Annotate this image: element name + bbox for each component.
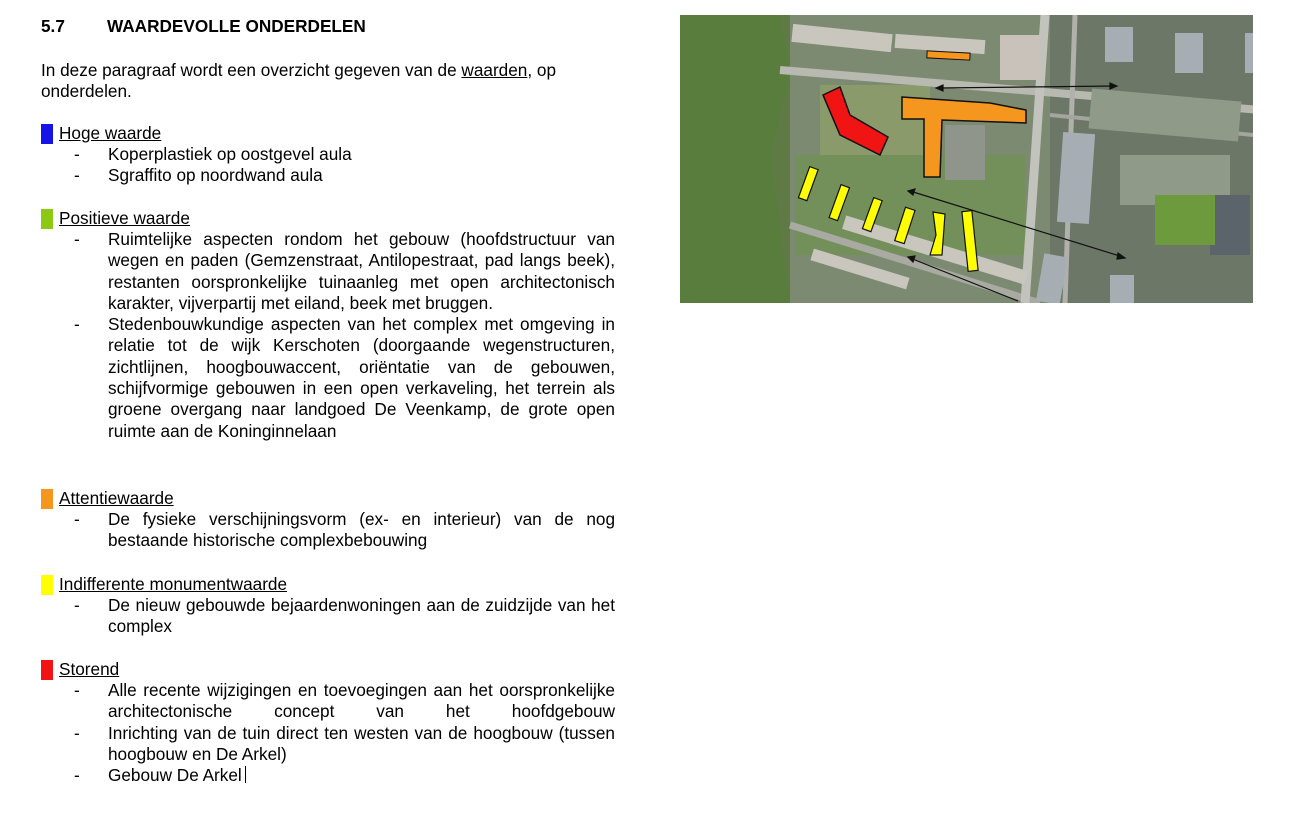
list-item: - Sgraffito op noordwand aula [74,165,323,186]
category-label: Positieve waarde [59,207,190,228]
list-item: - Ruimtelijke aspecten rondom het gebouw (hoofdstructuur van wegen en paden (Gemzenstraat, Antilopestraat, pad langs beek), restanten oorspronkelijke tuinaanleg met open architectonisch karakter, vijverpartij met eiland, beek met bruggen. [74,229,615,313]
category-positieve-waarde [41,208,615,442]
category-attentiewaarde [41,488,615,552]
category-label: Attentiewaarde [59,487,174,508]
section-number: 5.7 [41,16,65,36]
aerial-map [680,15,1253,303]
category-indifferente-monumentwaarde [41,574,615,638]
legend-swatch-red [41,660,53,680]
section-title: WAARDEVOLLE ONDERDELEN [107,16,366,36]
intro-link-waarden[interactable]: waarden [461,60,528,80]
category-hoge-waarde [41,123,615,187]
list-item: - De fysieke verschijningsvorm (ex- en interieur) van de nog bestaande historische complexbebouwing [74,509,615,551]
list-item: - Inrichting van de tuin direct ten westen van de hoogbouw (tussen hoogbouw en De Arkel) [74,722,615,764]
list-item: - Stedenbouwkundige aspecten van het complex met omgeving in relatie tot de wijk Kerschoten (doorgaande wegenstructuren, zichtlijnen, hoogbouwaccent, oriëntatie van de gebouwen, schijfvormige gebouwen in een open verkaveling, het terrein als groene overgang naar landgoed De Veenkamp, de grote open ruimte aan de Koninginnelaan [74,314,615,441]
legend-swatch-yellow [41,575,53,595]
category-label: Hoge waarde [59,122,162,143]
category-storend [41,659,615,786]
list-item: - De nieuw gebouwde bejaardenwoningen aan de zuidzijde van het complex [74,595,615,637]
legend-swatch-orange [41,489,53,509]
list-item: - Koperplastiek op oostgevel aula [74,144,352,164]
aerial-map-svg [680,15,1253,303]
intro-text: In deze paragraaf wordt een overzicht gegeven van de [41,60,462,80]
section-heading [41,16,366,37]
text-cursor [245,766,246,783]
list-item: - Gebouw De Arkel [41,765,615,786]
legend-swatch-blue [41,124,53,144]
intro-paragraph [41,60,615,103]
intro-text-end: , op onderdelen. [41,60,557,102]
legend-swatch-green [41,209,53,229]
category-label: Storend [59,658,120,679]
list-item: - Alle recente wijzigingen en toevoegingen aan het oorspronkelijke architectonische concept van het hoofdgebouw [74,680,615,722]
category-label: Indifferente monumentwaarde [59,573,288,594]
